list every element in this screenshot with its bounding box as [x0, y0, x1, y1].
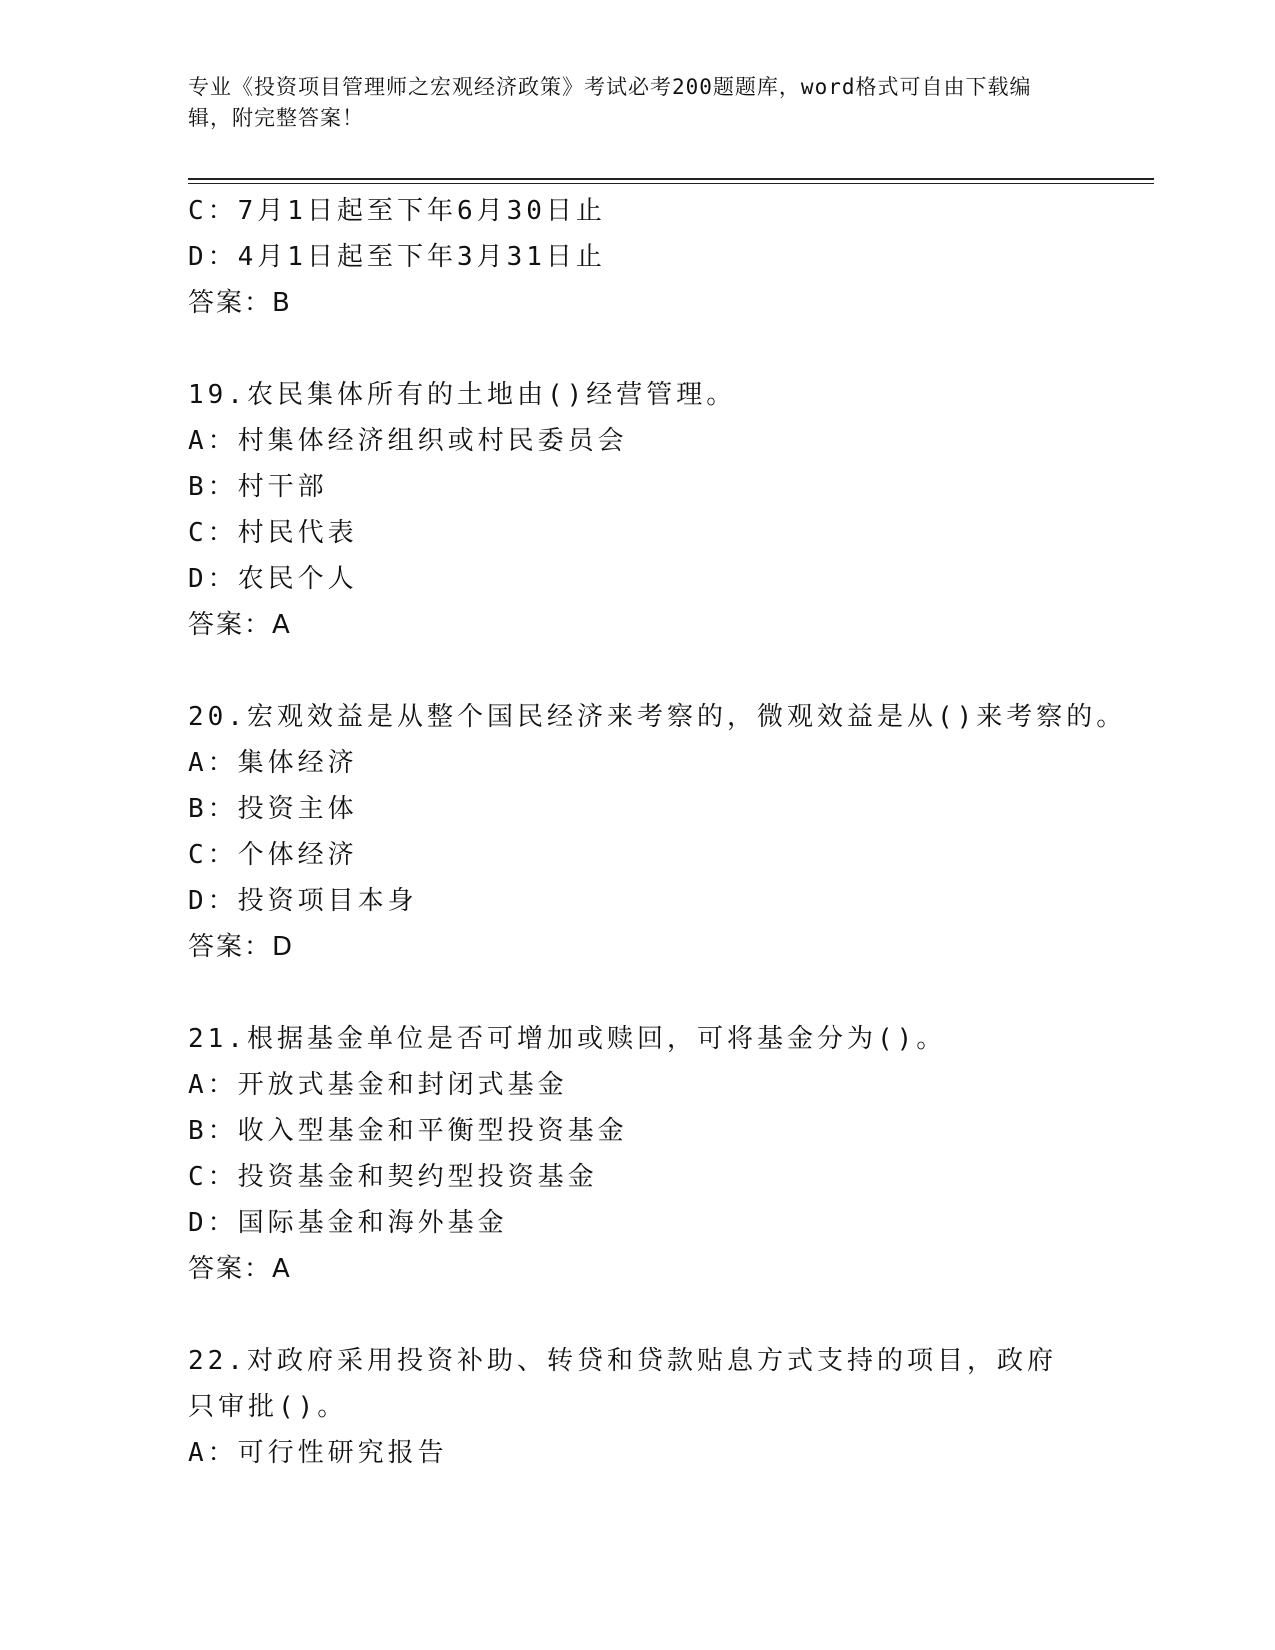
- option-b: B：收入型基金和平衡型投资基金: [188, 1116, 628, 1146]
- option-a: A：集体经济: [188, 748, 358, 778]
- option-b: B：村干部: [188, 472, 328, 502]
- option-b: B：投资主体: [188, 794, 358, 824]
- question-stem-21: 21.根据基金单位是否可增加或赎回，可将基金分为()。: [188, 1024, 947, 1054]
- option-d: D：4月1日起至下年3月31日止: [188, 242, 606, 272]
- spacer: [188, 326, 1088, 372]
- option-a: A：开放式基金和封闭式基金: [188, 1070, 568, 1100]
- option-c: C：7月1日起至下年6月30日止: [188, 196, 606, 226]
- question-stem-19: 19.农民集体所有的土地由()经营管理。: [188, 380, 737, 410]
- spacer: [188, 1292, 1088, 1338]
- answer-line: 答案：B: [188, 288, 292, 318]
- option-c: C：投资基金和契约型投资基金: [188, 1162, 598, 1192]
- answer-line: 答案：A: [188, 610, 292, 640]
- header-rule-thin: [188, 183, 1154, 184]
- option-c: C：个体经济: [188, 840, 358, 870]
- option-c: C：村民代表: [188, 518, 358, 548]
- question-stem-20: 20.宏观效益是从整个国民经济来考察的，微观效益是从()来考察的。: [188, 702, 1127, 732]
- spacer: [188, 970, 1088, 1016]
- option-a: A：可行性研究报告: [188, 1438, 448, 1468]
- answer-line: 答案：A: [188, 1254, 292, 1284]
- option-d: D：投资项目本身: [188, 886, 418, 916]
- option-d: D：农民个人: [188, 564, 358, 594]
- option-a: A：村集体经济组织或村民委员会: [188, 426, 628, 456]
- option-d: D：国际基金和海外基金: [188, 1208, 508, 1238]
- header-rule-thick: [188, 178, 1154, 180]
- spacer: [188, 648, 1088, 694]
- question-stem-22: 22.对政府采用投资补助、转贷和贷款贴息方式支持的项目，政府只审批()。: [188, 1346, 1057, 1422]
- answer-line: 答案：D: [188, 932, 295, 962]
- question-content: [188, 188, 1127, 1476]
- document-header: 专业《投资项目管理师之宏观经济政策》考试必考200题题库，word格式可自由下载编辑，附完整答案！: [188, 75, 1032, 130]
